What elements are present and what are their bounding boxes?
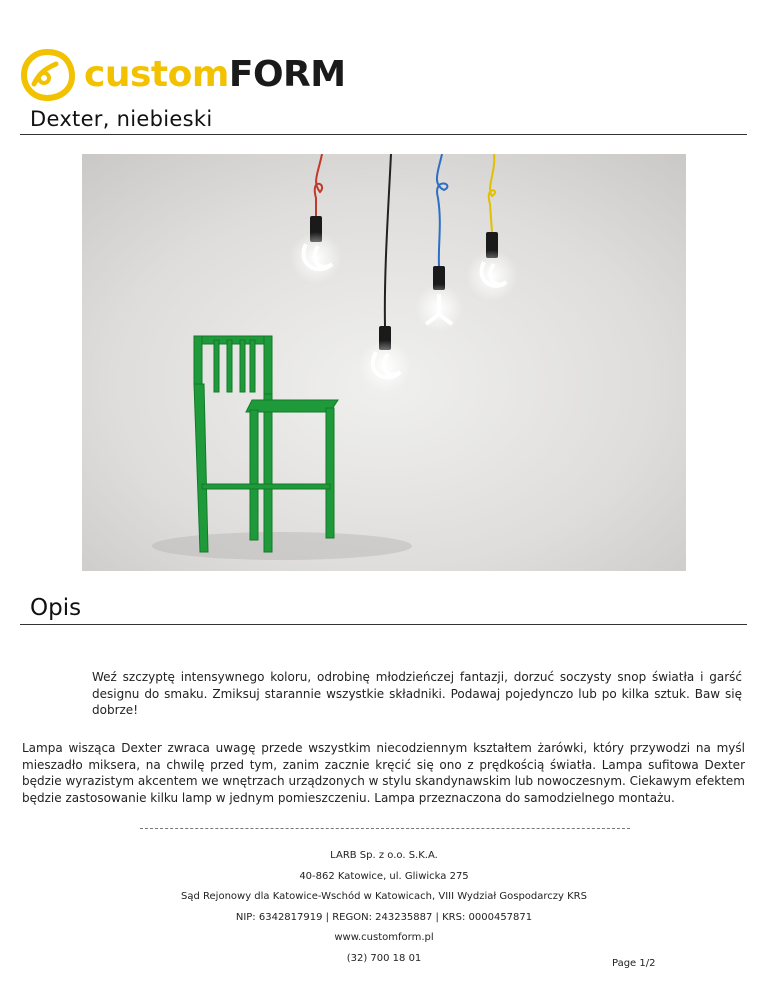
logo-word-form: FORM [228,54,346,95]
product-title: Dexter, niebieski [30,107,213,131]
customform-logo [20,48,346,102]
page-number: Page 1/2 [612,958,656,969]
footer-separator [140,828,630,829]
company-address: 40-862 Katowice, ul. Gliwicka 275 [299,870,469,882]
description-body: Lampa wisząca Dexter zwraca uwagę przede wszystkim niecodziennym kształtem żarówki, który przywodzi na myśl mieszadło miksera, na chwilę przed tym, zanim zacznie kręcić się ono z prędkością światła. Lampa sufitowa Dexter będzie wyrazistym akcentem we wnętrzach urządzonych w stylu skandynawskim lub nowoczesnym. Ciekawym efektem będzie zastosowanie kilku lamp w jednym pomieszczeniu. Lampa przeznaczona do samodzielnego montażu. [22,741,745,805]
section-divider [20,624,747,625]
company-ids: NIP: 6342817919 | REGON: 243235887 | KRS: 0000457871 [235,911,533,923]
logo-word-custom: custom [84,54,229,95]
product-photo [82,154,686,571]
title-divider [20,134,747,135]
company-court: Sąd Rejonowy dla Katowice-Wschód w Katowicach, VIII Wydział Gospodarczy KRS [181,891,587,902]
logo-wordmark [84,50,346,100]
company-name: LARB Sp. z o.o. S.K.A. [330,850,438,861]
leaf-logo-icon [20,48,76,102]
description-lead: Weź szczyptę intensywnego koloru, odrobinę młodzieńczej fantazji, dorzuć soczysty snop światła i garść designu do smaku. Zmiksuj starannie wszystkie składniki. Podawaj pojedynczo lub po kilka sztuk. Baw się dobrze! [92,670,742,717]
company-info [0,846,768,969]
company-phone: (32) 700 18 01 [346,952,422,964]
description-heading: Opis [30,595,82,621]
company-website[interactable]: www.customform.pl [334,932,434,943]
